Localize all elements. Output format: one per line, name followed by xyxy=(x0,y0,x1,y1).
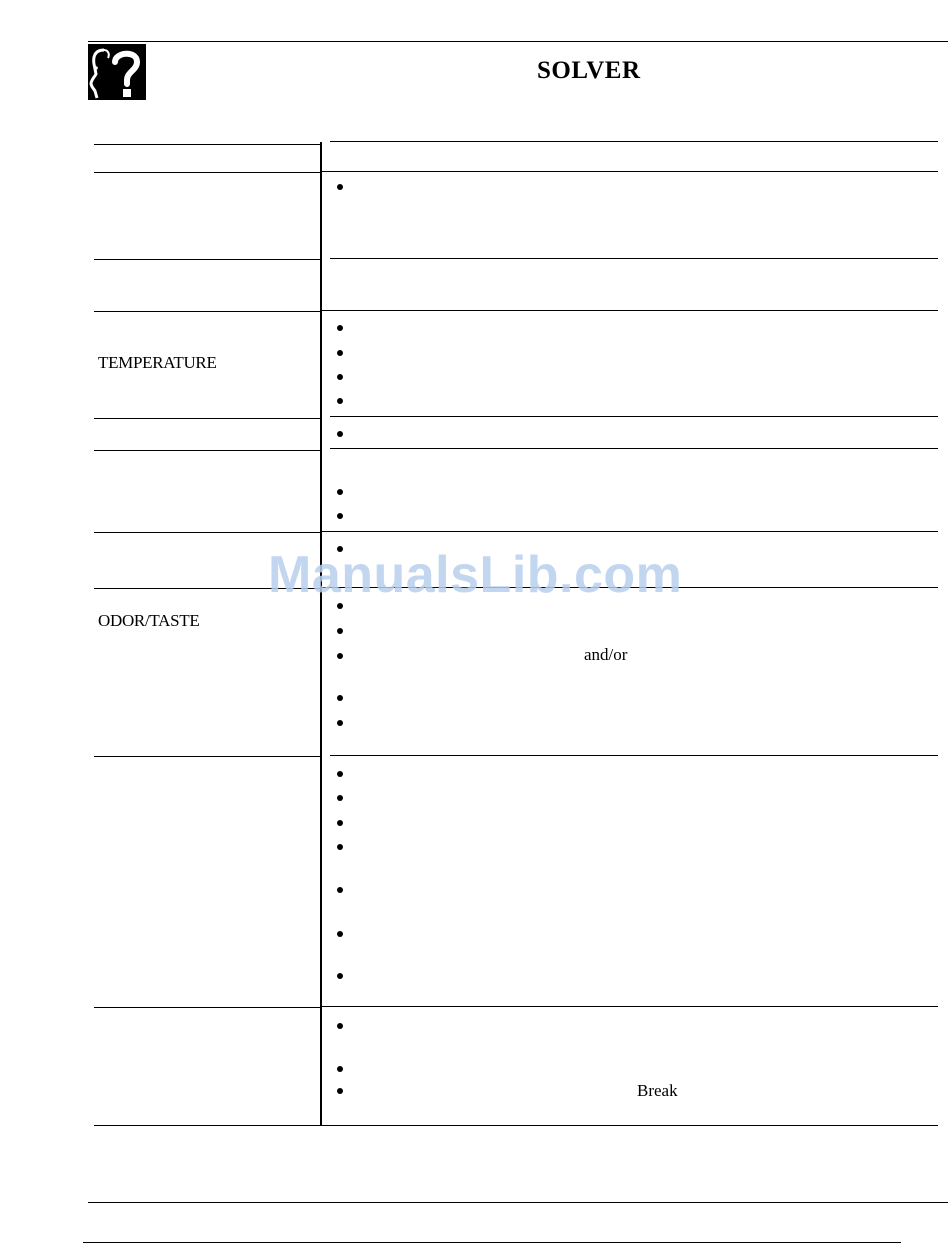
problem-solver-logo-icon xyxy=(88,44,146,100)
bullet-icon xyxy=(337,1023,343,1029)
right-rule xyxy=(322,1006,938,1007)
left-rule xyxy=(94,756,320,757)
bullet-icon xyxy=(337,398,343,404)
bullet-icon xyxy=(337,795,343,801)
bullet-icon xyxy=(337,1066,343,1072)
bullet-icon xyxy=(337,653,343,659)
right-rule xyxy=(322,310,938,311)
bullet-icon xyxy=(337,973,343,979)
right-rule xyxy=(330,141,938,142)
category-temperature: TEMPERATURE xyxy=(98,353,217,372)
right-rule xyxy=(322,531,938,532)
left-rule xyxy=(94,311,320,312)
bullet-icon xyxy=(337,844,343,850)
bullet-icon xyxy=(337,325,343,331)
bullet-icon xyxy=(337,374,343,380)
category-odor-taste: ODOR/TASTE xyxy=(98,611,200,630)
right-rule xyxy=(330,258,938,259)
left-rule xyxy=(94,172,320,173)
watermark: ManualsLib.com xyxy=(268,546,683,604)
bullet-icon xyxy=(337,771,343,777)
footer-rule xyxy=(83,1242,901,1243)
bullet-icon xyxy=(337,720,343,726)
footer-rule xyxy=(88,1202,948,1203)
table-column-divider xyxy=(320,142,322,1126)
table-bottom-rule xyxy=(94,1125,938,1126)
left-rule xyxy=(94,259,320,260)
left-rule xyxy=(94,418,320,419)
left-rule xyxy=(94,450,320,451)
bullet-icon xyxy=(337,931,343,937)
right-rule xyxy=(330,416,938,417)
bullet-icon xyxy=(337,489,343,495)
bullet-icon xyxy=(337,184,343,190)
bullet-icon xyxy=(337,820,343,826)
left-rule xyxy=(94,1007,320,1008)
bullet-icon xyxy=(337,350,343,356)
text-fragment-and-or: and/or xyxy=(584,645,628,664)
page-top-rule xyxy=(88,41,948,42)
bullet-icon xyxy=(337,695,343,701)
right-rule xyxy=(330,755,938,756)
right-rule xyxy=(322,171,938,172)
page-title: SOLVER xyxy=(537,57,641,84)
left-rule xyxy=(94,532,320,533)
text-fragment-break: Break xyxy=(637,1081,678,1100)
bullet-icon xyxy=(337,1088,343,1094)
right-rule xyxy=(330,448,938,449)
left-rule xyxy=(94,144,320,145)
bullet-icon xyxy=(337,513,343,519)
bullet-icon xyxy=(337,628,343,634)
bullet-icon xyxy=(337,887,343,893)
bullet-icon xyxy=(337,431,343,437)
